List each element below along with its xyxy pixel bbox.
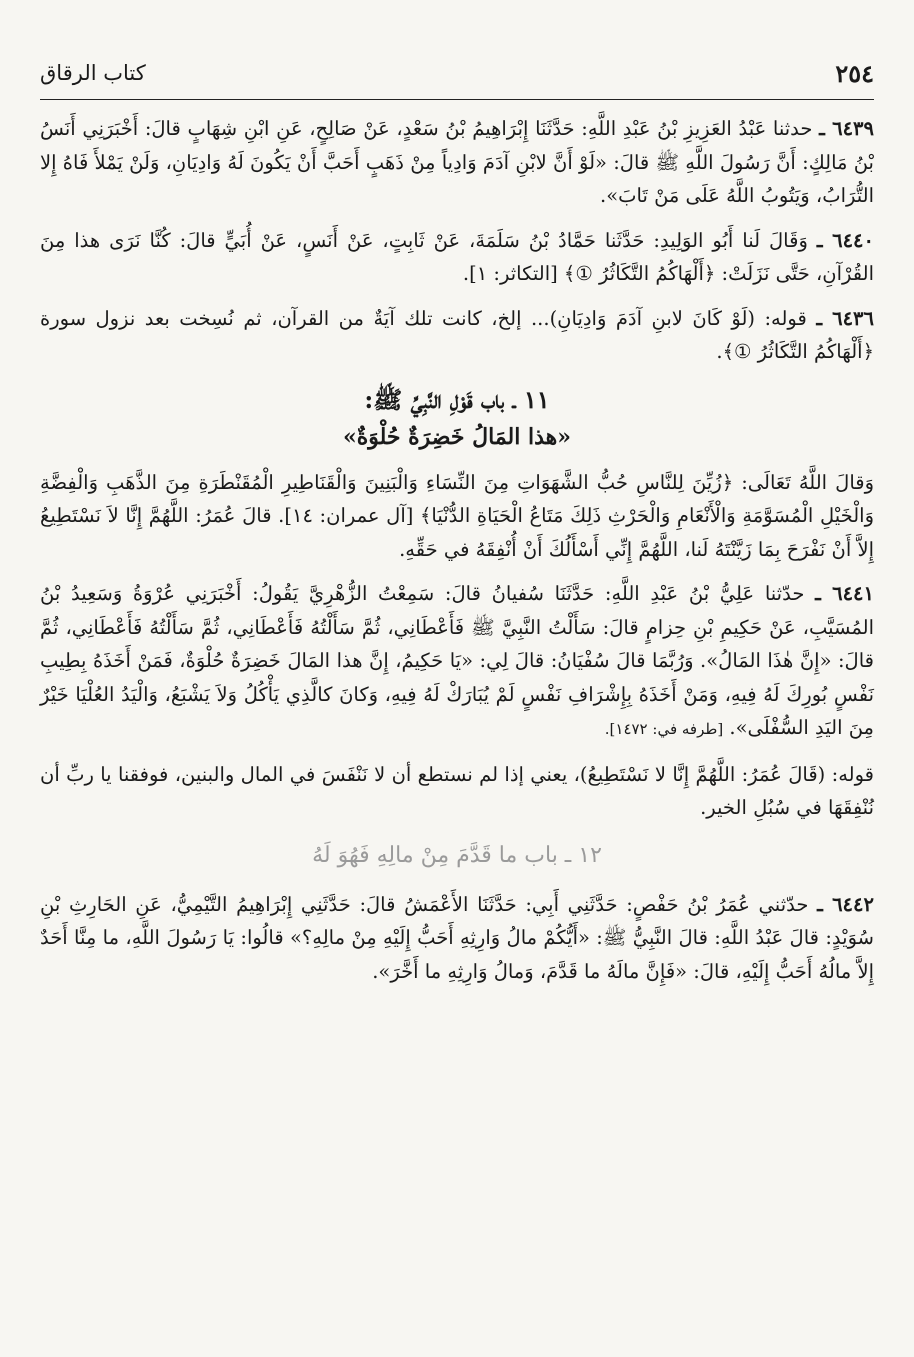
commentary-6436 xyxy=(40,302,874,369)
page-body xyxy=(40,112,874,999)
hadith-text: حدثنا عَبْدُ العَزِيزِ بْنُ عَبْدِ اللَّهِ: حَدَّثَنَا إِبْرَاهِيمُ بْنُ سَعْدٍ، عَنْ صَالِحٍ، عَنِ ابْنِ شِهَابٍ قالَ: أَخْبَرَنِي أَنَسُ بْنُ مَالِكٍ: أَنَّ رَسُولَ اللَّهِ ﷺ قالَ: «لَوْ أَنَّ لابْنِ آدَمَ وَادِياً مِنْ ذَهَبٍ أَحَبَّ أَنْ يَكُونَ لَهُ وَادِيَانِ، وَلَنْ يَمْلأَ فَاهُ إِلا التُّرَابُ، وَيَتُوبُ اللَّهُ عَلَى مَنْ تَابَ». xyxy=(40,117,874,207)
hadith-number: ٦٤٣٩ ـ xyxy=(819,117,874,140)
hadith-6441 xyxy=(40,577,874,747)
chapter-title: ١١ ـ باب قَوْلِ النَّبِيِّ ﷺ: xyxy=(364,384,550,414)
commentary-text: قوله: (لَوْ كَانَ لابنِ آدَمَ وَادِيَانِ)... إلخ، كانت تلك آيَةٌ من القرآن، ثم نُسِخت بعد نزول سورة ﴿أَلْهَاكُمُ التَّكَاثُرُ ①﴾. xyxy=(40,306,874,363)
chapter-12-heading xyxy=(40,836,874,876)
cross-reference: [طرفه في: ١٤٧٢]. xyxy=(604,720,724,738)
page-header xyxy=(40,55,874,100)
hadith-text: حدّثني عُمَرُ بْنُ حَفْصٍ: حَدَّثَنِي أَبِي: حَدَّثَنَا الأَعْمَشُ قالَ: حَدَّثَنِي إِبْرَاهِيمُ التَّيْمِيُّ، عَنِ الحَارِثِ بْنِ سُوَيْدٍ: قالَ عَبْدُ اللَّهِ: قالَ النَّبِيُّ ﷺ: «أَيُّكُمْ مالُ وَارِثِهِ أَحَبُّ إِلَيْهِ مِنْ مالِهِ؟» قالُوا: يَا رَسُولَ اللَّهِ، ما مِنَّا أَحَدٌ إِلاَّ مالُهُ أَحَبُّ إِلَيْهِ، قالَ: «فَإِنَّ مالَهُ ما قَدَّمَ، وَمالُ وَارِثِهِ ما أَخَّرَ». xyxy=(40,892,874,983)
book-title: كتاب الرقاق xyxy=(40,61,146,85)
page-number: ٢٥٤ xyxy=(835,59,874,88)
hadith-6439 xyxy=(40,112,874,213)
hadith-text: وَقَالَ لَنا أَبُو الوَلِيدِ: حَدَّثَنا حَمَّادُ بْنُ سَلَمَةَ، عَنْ ثَابِتٍ، عَنْ أَنَسٍ، عَنْ أُبَيٍّ قالَ: كُنَّا نَرَى هذا مِنَ القُرْآنِ، حَتَّى نَزَلَتْ: ﴿أَلْهَاكُمُ التَّكَاثُرُ ①﴾ [التكاثر: ١]. xyxy=(40,228,874,285)
hadith-number: ٦٤٤١ ـ xyxy=(815,582,874,605)
chapter-11-intro: وَقالَ اللَّهُ تَعَالَى: ﴿زُيِّنَ لِلنَّاسِ حُبُّ الشَّهَوَاتِ مِنَ النِّسَاءِ وَالْبَنِينَ وَالْقَنَاطِيرِ الْمُقَنْطَرَةِ مِنَ الذَّهَبِ وَالْفِضَّةِ وَالْخَيْلِ الْمُسَوَّمَةِ وَالْأَنْعَامِ وَالْحَرْثِ ذَلِكَ مَتَاعُ الْحَيَاةِ الدُّنْيَا﴾ [آل عمران: ١٤]. قالَ عُمَرُ: اللَّهُمَّ إِنَّا لاَ نَسْتَطِيعُ إِلاَّ أَنْ نَفْرَحَ بِمَا زَيَّنْتَهُ لَنا، اللَّهُمَّ إِنِّي أَسْأَلُكَ أَنْ أُنْفِقَهُ في حَقِّهِ. xyxy=(40,470,874,561)
chapter-subtitle: «هذا المَالُ خَضِرَةٌ حُلْوَةٌ» xyxy=(342,423,572,450)
hadith-text: حدّثنا عَلِيُّ بْنُ عَبْدِ اللَّهِ: حَدَّثَنَا سُفيانُ قالَ: سَمِعْتُ الزُّهْرِيَّ يَقُولُ: أَخْبَرَنِي عُرْوَةُ وَسَعِيدُ بْنُ المُسَيَّبِ، عَنْ حَكِيمِ بْنِ حِزامٍ قالَ: سَأَلْتُ النَّبِيَّ ﷺ فَأَعْطَانِي، ثُمَّ سَأَلْتُهُ فَأَعْطَانِي، ثُمَّ سَأَلْتُهُ فَأَعْطَانِي، ثُمَّ قالَ: «إِنَّ هٰذَا المَالُ». وَرُبَّمَا قالَ سُفْيَانُ: قالَ لِي: «يَا حَكِيمُ، إِنَّ هذا المَالَ خَضِرَةٌ حُلْوَةٌ، فَمَنْ أَخَذَهُ بِطِيبِ نَفْسٍ بُورِكَ لَهُ فِيهِ، وَمَنْ أَخَذَهُ بِإِشْرَافِ نَفْسٍ لَمْ يُبَارَكْ لَهُ فِيهِ، وَكانَ كالَّذِي يَأْكُلُ وَلاَ يَشْبَعُ، وَالْيَدُ العُلْيَا خَيْرٌ مِنَ اليَدِ السُّفْلَى». xyxy=(40,582,874,739)
chapter-11-heading xyxy=(40,380,874,454)
hadith-6440 xyxy=(40,224,874,291)
hadith-6442 xyxy=(40,888,874,989)
chapter-title: ١٢ ـ باب ما قَدَّمَ مِنْ مالِهِ فَهُوَ لَهُ xyxy=(312,842,602,868)
hadith-number: ٦٤٤٢ ـ xyxy=(817,892,874,916)
commentary-number: ٦٤٣٦ ـ xyxy=(816,306,874,330)
hadith-number: ٦٤٤٠ ـ xyxy=(816,228,874,252)
commentary-6441: قوله: (قَالَ عُمَرُ: اللَّهُمَّ إِنَّا لا نَسْتَطِيعُ)، يعني إذا لم نستطع أن لا نَنْفَسَ في المال والبنين، فوفقنا يا ربِّ أن نُنْفِقَهَا في سُبُلِ الخير. xyxy=(40,762,874,819)
